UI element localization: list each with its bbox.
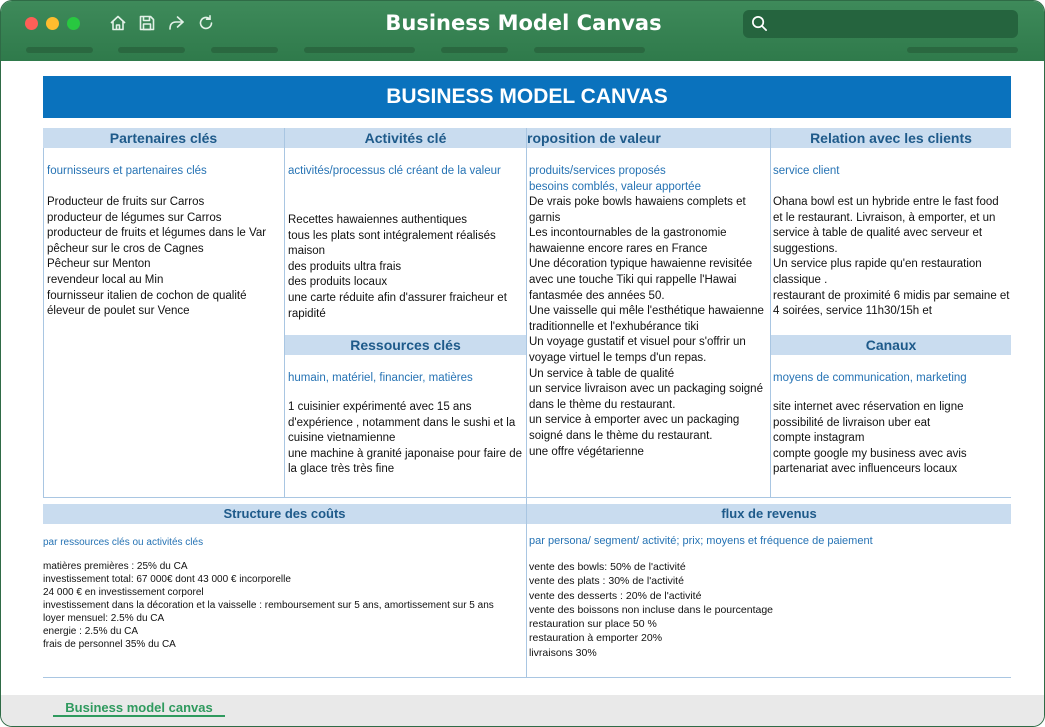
partners-body: Producteur de fruits sur Carros producteur de légumes sur Carros producteur de fruits et légumes dans le Var pêcheur sur le cros de Cagnes Pêcheur sur Menton revendeur local au Min fournisseur italien de cochon de qualité éleveur de poulet sur Vence [47, 196, 267, 318]
share-icon[interactable] [167, 14, 185, 32]
grid-line [526, 128, 527, 678]
tab-placeholder-2[interactable] [118, 47, 185, 53]
revenue-header: flux de revenus [527, 504, 1011, 524]
grid-line [770, 128, 771, 498]
search-icon [751, 15, 768, 32]
value-header: roposition de valeur [527, 128, 770, 148]
relation-subtitle: service client [773, 165, 840, 177]
spreadsheet-content [1, 61, 1045, 695]
relation-header: Relation avec les clients [771, 128, 1011, 148]
sheet-tab-bar [1, 695, 1045, 727]
partners-subtitle: fournisseurs et partenaires clés [47, 165, 207, 177]
value-subtitle-needs: besoins comblés, valeur apportée [529, 181, 701, 193]
channels-body: site internet avec réservation en ligne possibilité de livraison uber eat compte instagram compte google my business avec avis partenariat avec influenceurs locaux [773, 401, 967, 476]
costs-body: matières premières : 25% du CA investissement total: 67 000€ dont 43 000 € incorporelle 24 000 € en investissement corporel investissement dans la décoration et la vaisselle : remboursement sur 5 ans, amortissement sur 5 ans loyer mensuel: 2.5% du CA energie : 2.5% du CA frais de personnel 35% du CA [43, 561, 494, 650]
grid-line [43, 677, 1011, 678]
relation-body: Ohana bowl est un hybride entre le fast food et le restaurant. Livraison, à emporter, et un service à table de qualité avec serveur et suggestions. Un service plus rapide qu'en restauration classique . restaurant de proximité 6 midis par semaine et 4 soirées, service 11h30/15h et [773, 196, 1010, 318]
sheet-tab-business-model-canvas[interactable]: Business model canvas [53, 699, 225, 717]
costs-subtitle: par ressources clés ou activités clés [43, 537, 204, 548]
home-icon[interactable] [109, 14, 127, 32]
save-icon[interactable] [138, 14, 156, 32]
refresh-icon[interactable] [197, 14, 215, 32]
channels-header: Canaux [771, 335, 1011, 355]
canvas-banner: BUSINESS MODEL CANVAS [43, 76, 1011, 118]
channels-subtitle: moyens de communication, marketing [773, 372, 967, 384]
value-subtitle-offers: produits/services proposés [529, 165, 666, 177]
grid-line [43, 497, 1011, 498]
window-title: Business Model Canvas [385, 11, 662, 35]
value-body: De vrais poke bowls hawaiens complets et garnis Les incontournables de la gastronomie hawaienne encore rares en France Une décoration typique hawaienne revisitée avec une touche Tiki qui rappelle l'Hawai fantasmée des années 50. Une vaisselle qui mêle l'esthétique hawaienne traditionnelle et l'exhubérance tiki Un voyage gustatif et visuel pour s'offrir un voyage virtuel le temps d'un repas. Un service à table de qualité un service livraison avec un packaging soigné dans le thème du restaurant. un service à emporter avec un packaging soigné dans le thème du restaurant. une offre végétarienne [529, 196, 764, 458]
activities-subtitle: activités/processus clé créant de la valeur [288, 165, 501, 177]
resources-subtitle: humain, matériel, financier, matières [288, 372, 473, 384]
tab-placeholder-3[interactable] [211, 47, 278, 53]
revenue-subtitle: par persona/ segment/ activité; prix; moyens et fréquence de paiement [529, 535, 873, 547]
title-bar [1, 1, 1045, 61]
close-window-button[interactable] [25, 17, 38, 30]
partners-header: Partenaires clés [43, 128, 284, 148]
activities-body: Recettes hawaiennes authentiques tous les plats sont intégralement réalisés maison des produits ultra frais des produits locaux une carte réduite afin d'assurer fraicheur et rapidité [288, 214, 507, 320]
tab-placeholder-1[interactable] [26, 47, 93, 53]
tab-placeholder-5[interactable] [441, 47, 508, 53]
tab-placeholder-4[interactable] [304, 47, 415, 53]
costs-header: Structure des coûts [43, 504, 526, 524]
resources-header: Ressources clés [285, 335, 526, 355]
grid-line [284, 128, 285, 498]
resources-body: 1 cuisinier expérimenté avec 15 ans d'expérience , notamment dans le sushi et la cuisine vietnamienne une machine à granité japonaise pour faire de la glace très très fine [288, 401, 522, 476]
minimize-window-button[interactable] [46, 17, 59, 30]
tab-placeholder-6[interactable] [534, 47, 645, 53]
search-input[interactable] [743, 10, 1018, 38]
grid-line [43, 128, 44, 498]
activities-header: Activités clé [285, 128, 526, 148]
tab-placeholder-7[interactable] [907, 47, 1018, 53]
revenue-body: vente des bowls: 50% de l'activité vente des plats : 30% de l'activité vente des desserts : 20% de l'activité vente des boissons non incluse dans le pourcentage restauration sur place 50 % restauration à emporter 20% livraisons 30% [529, 561, 774, 659]
maximize-window-button[interactable] [67, 17, 80, 30]
